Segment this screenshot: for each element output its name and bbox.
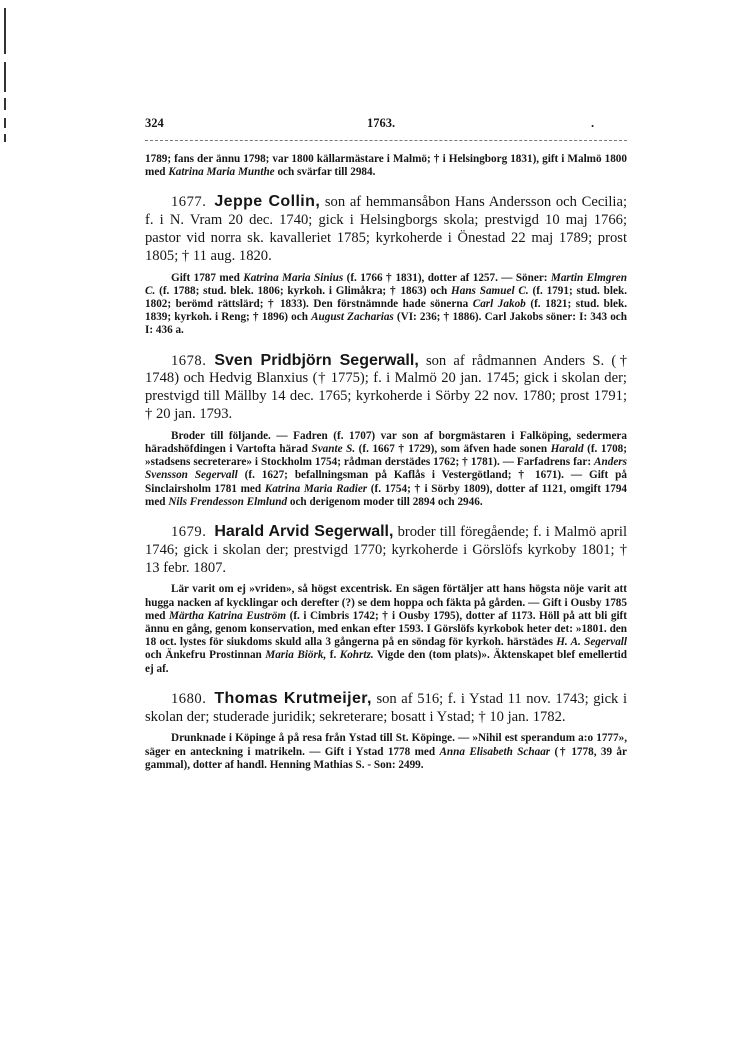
running-head bbox=[145, 116, 627, 138]
entry-note: Drunknade i Köpinge å på resa från Ystad till St. Köpinge. — »Nihil est sperandum a:o 1777», säger en anteckning i matrikeln. — Gift i Ystad 1778 med Anna Elisabeth Schaar († 1778, 39 år gammal), dotter af handl. Henning Mathias S. - Son: 2499. bbox=[145, 732, 627, 771]
entry-1680 bbox=[145, 690, 627, 772]
continuation-paragraph: 1789; fans der ännu 1798; var 1800 källarmästare i Malmö; † i Helsingborg 1831), gift i Malmö 1800 med Katrina Maria Munthe och svärfar till 2984. bbox=[145, 153, 627, 179]
entry-bio: 1679. Harald Arvid Segerwall, broder till föregående; f. i Malmö april 1746; gick i skolan der; prestvigd 1770; kyrkoherde i Görslöfs kyrkoby 1801; † 13 febr. 1807. bbox=[145, 523, 627, 576]
entry-note: Gift 1787 med Katrina Maria Sinius (f. 1766 † 1831), dotter af 1257. — Söner: Martin Elmgren C. (f. 1788; stud. blek. 1806; kyrkoh. i Glimåkra; † 1863) och Hans Samuel C. (f. 1791; stud. blek. 1802; berömd rättslärd; † 1833). Den förstnämnde hade sönerna Carl Jakob (f. 1821; stud. blek. 1839; kyrkoh. i Reng; † 1896) och August Zacharias (VI: 236; † 1886). Carl Jakobs söner: I: 343 och I: 436 a. bbox=[145, 271, 628, 337]
header-mark: . bbox=[591, 116, 595, 130]
book-page bbox=[145, 116, 627, 772]
person-name: Sven Pridbjörn Segerwall, bbox=[214, 351, 419, 369]
entry-1677 bbox=[145, 193, 627, 337]
entry-bio: 1678. Sven Pridbjörn Segerwall, son af rådmannen Anders S. († 1748) och Hedvig Blanxius († 1775); f. i Malmö 20 jan. 1745; gick i skolan der; prestvigd till Mällby 14 dec. 1765; kyrkoherde i Sörby 22 nov. 1780; prost 1791; † 20 jan. 1793. bbox=[145, 351, 628, 422]
entry-bio: 1677. Jeppe Collin, son af hemmansåbon Hans Andersson och Cecilia; f. i N. Vram 20 dec. 1740; gick i Helsingborgs skola; prestvigd 10 maj 1766; pastor vid norra sk. kavalleriet 1785; kyrkoherde i Önestad 22 maj 1789; prost 1805; † 11 aug. 1820. bbox=[145, 193, 627, 264]
entry-number: 1678. bbox=[171, 352, 207, 369]
entry-number: 1679. bbox=[171, 524, 207, 541]
entry-1679 bbox=[145, 523, 627, 676]
left-margin-marks bbox=[3, 0, 9, 200]
person-name: Jeppe Collin, bbox=[214, 193, 321, 211]
header-rule bbox=[145, 140, 627, 141]
person-name: Thomas Krutmeijer, bbox=[214, 689, 372, 707]
entry-number: 1677. bbox=[171, 194, 207, 211]
entry-number: 1680. bbox=[171, 690, 207, 707]
running-year: 1763. bbox=[367, 116, 396, 130]
person-name: Harald Arvid Segerwall, bbox=[214, 523, 394, 541]
page-number: 324 bbox=[145, 116, 164, 130]
entry-note: Broder till följande. — Fadren (f. 1707) var son af borgmästaren i Falköping, sedermera häradshöfdingen i Vartofta härad Svante S. (f. 1667 † 1729), som äfven hade sonen Harald (f. 1708; »stadsens secreterare» i Stockholm 1754; rådman derstädes 1762; † 1781). — Farfadrens far: Anders Svensson Segervall (f. 1627; befallningsman på Kaflås i Vestergötland; † 1671). — Gift på Sinclairsholm 1781 med Katrina Maria Radier (f. 1754; † i Sörby 1809), dotter af 1121, omgift 1794 med Nils Frendesson Elmlund och derigenom moder till 2894 och 2946. bbox=[145, 429, 628, 508]
entry-note: Lär varit om ej »vriden», så högst excentrisk. En sägen förtäljer att hans högsta nöje varit att hugga nacken af kycklingar och derefter (?) se dem hoppa och fäkta på gården. — Gift i Ousby 1785 med Märtha Katrina Euström (f. i Cimbris 1742; † i Ousby 1795), dotter af 1173. Höll på att bli gift ännu en gång, genom konservation, med enkan efter 1593. I Görslöfs kyrkobok heter det: »1801. den 18 oct. lystes för siukdoms skuld alla 3 gångerna på en söndag för kyrkoh. härstädes H. A. Segervall och Änkefru Prostinnan Maria Biörk, f. Kohrtz. Vigde den (tom plats)». Äktenskapet blef emellertid ej af. bbox=[145, 583, 628, 675]
entry-bio: 1680. Thomas Krutmeijer, son af 516; f. i Ystad 11 nov. 1743; gick i skolan der; studerade juridik; sekreterare; bosatt i Ystad; † 10 jan. 1782. bbox=[145, 689, 627, 725]
entry-1678 bbox=[145, 352, 627, 509]
